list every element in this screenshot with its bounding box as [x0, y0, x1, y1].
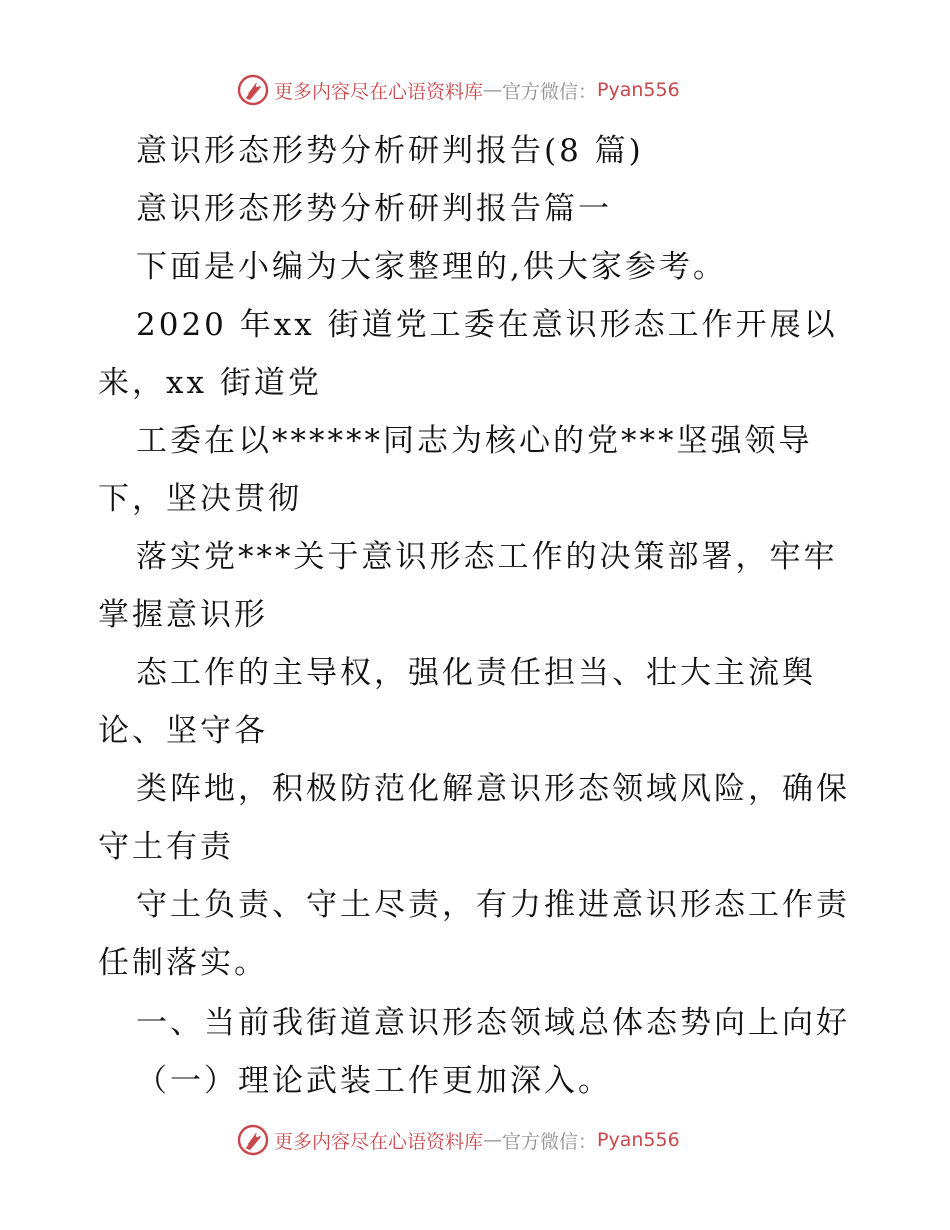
paragraph-line: 守土负责、守土尽责，有力推进意识形态工作责: [136, 887, 850, 923]
header-watermark: [236, 72, 680, 108]
paragraph-line: 落实党***关于意识形态工作的决策部署，牢牢: [136, 539, 838, 575]
heading-level-2: （一）理论武装工作更加深入。: [136, 1063, 612, 1099]
paragraph-line: 下，坚决贯彻: [98, 481, 302, 517]
paragraph-line: 任制落实。: [98, 945, 268, 981]
pen-nib-logo-icon: [236, 1123, 270, 1157]
heading-level-1: 一、当前我街道意识形态领域总体态势向上向好: [136, 1005, 850, 1041]
watermark-sub-text: 官方微信：: [502, 80, 598, 103]
intro-paragraph: 下面是小编为大家整理的,供大家参考。: [136, 249, 727, 285]
footer-watermark: [236, 1122, 680, 1158]
section-title: 意识形态形势分析研判报告篇一: [136, 191, 612, 227]
watermark-account: Pyan556: [597, 79, 680, 101]
paragraph-line: 工委在以******同志为核心的党***坚强领导: [136, 423, 813, 459]
watermark-separator: —: [483, 1129, 503, 1151]
paragraph-line: 论、坚守各: [98, 713, 268, 749]
watermark-account: Pyan556: [597, 1129, 680, 1151]
watermark-main-text: 更多内容尽在心语资料库: [274, 1130, 484, 1153]
paragraph-line: 2020 年xx 街道党工委在意识形态工作开展以: [136, 307, 838, 343]
paragraph-line: 守土有责: [98, 829, 234, 865]
pen-nib-logo-icon: [236, 73, 270, 107]
watermark-separator: —: [483, 79, 503, 101]
paragraph-line: 来，xx 街道党: [98, 365, 322, 401]
paragraph-line: 类阵地，积极防范化解意识形态领域风险，确保: [136, 771, 850, 807]
watermark-main-text: 更多内容尽在心语资料库: [274, 80, 484, 103]
watermark-sub-text: 官方微信：: [502, 1130, 598, 1153]
document-body: [98, 122, 858, 1110]
paragraph-line: 掌握意识形: [98, 597, 268, 633]
document-title: 意识形态形势分析研判报告(8 篇): [136, 133, 644, 169]
paragraph-line: 态工作的主导权，强化责任担当、壮大主流舆: [136, 655, 816, 691]
